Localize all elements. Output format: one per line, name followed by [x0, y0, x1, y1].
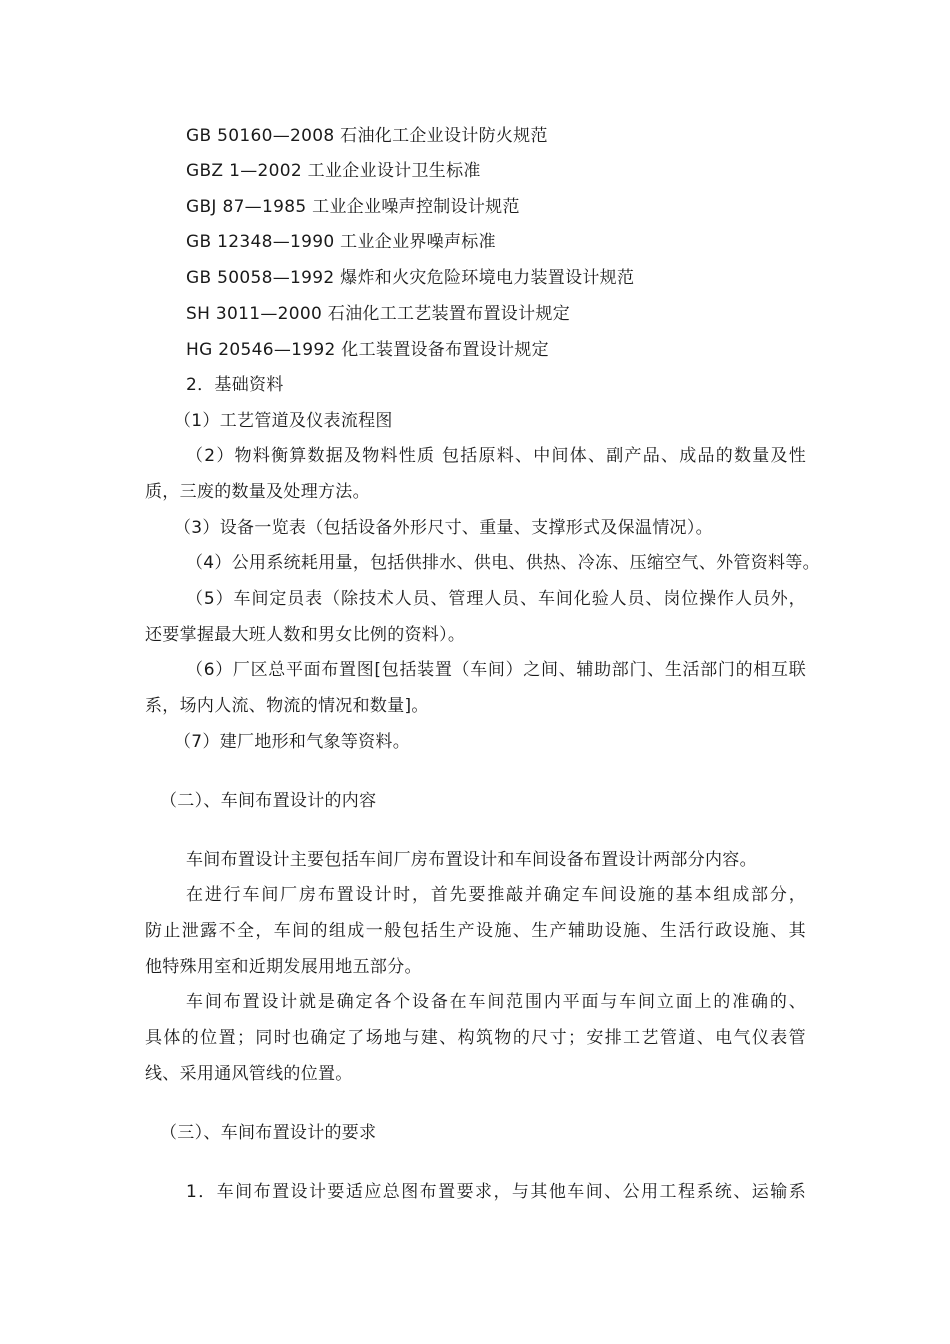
- section-heading: （二）、车间布置设计的内容: [160, 791, 377, 811]
- basic-data-item-2: （2）物料衡算数据及物料性质 包括原料、中间体、副产品、成品的数量及性: [186, 446, 806, 466]
- paragraph: 车间布置设计主要包括车间厂房布置设计和车间设备布置设计两部分内容。: [186, 850, 757, 870]
- basic-data-item-3: （3）设备一览表（包括设备外形尺寸、重量、支撑形式及保温情况）。: [174, 518, 713, 538]
- paragraph-cont: 他特殊用室和近期发展用地五部分。: [145, 957, 422, 977]
- basic-data-item-5-cont: 还要掌握最大班人数和男女比例的资料）。: [145, 625, 466, 645]
- paragraph: 车间布置设计就是确定各个设备在车间范围内平面与车间立面上的准确的、: [186, 992, 806, 1012]
- paragraph: 在进行车间厂房布置设计时，首先要推敲并确定车间设施的基本组成部分，: [186, 885, 806, 905]
- standard-item: GB 12348—1990 工业企业界噪声标准: [186, 232, 496, 252]
- standard-item: GBZ 1—2002 工业企业设计卫生标准: [186, 161, 481, 181]
- basic-data-item-6: （6）厂区总平面布置图[包括装置（车间）之间、辅助部门、生活部门的相互联: [186, 660, 806, 680]
- basic-data-item-6-cont: 系，场内人流、物流的情况和数量]。: [145, 696, 429, 716]
- paragraph-cont: 防止泄露不全，车间的组成一般包括生产设施、生产辅助设施、生活行政设施、其: [145, 921, 806, 941]
- basic-data-item-7: （7）建厂地形和气象等资料。: [174, 732, 411, 752]
- standard-item: GBJ 87—1985 工业企业噪声控制设计规范: [186, 197, 520, 217]
- paragraph: 1．车间布置设计要适应总图布置要求，与其他车间、公用工程系统、运输系: [186, 1182, 806, 1202]
- paragraph-cont: 线、采用通风管线的位置。: [145, 1064, 353, 1084]
- basic-data-item-2-cont: 质，三废的数量及处理方法。: [145, 482, 370, 502]
- standard-item: SH 3011—2000 石油化工工艺装置布置设计规定: [186, 304, 571, 324]
- basic-data-item-4: （4）公用系统耗用量，包括供排水、供电、供热、冷冻、压缩空气、外管资料等。: [186, 553, 820, 573]
- standard-item: GB 50160—2008 石油化工企业设计防火规范: [186, 126, 548, 146]
- basic-data-item-5: （5）车间定员表（除技术人员、管理人员、车间化验人员、岗位操作人员外，: [186, 589, 806, 609]
- standard-item: GB 50058—1992 爆炸和火灾危险环境电力装置设计规范: [186, 268, 635, 288]
- section-heading: （三）、车间布置设计的要求: [160, 1123, 377, 1143]
- standard-item: HG 20546—1992 化工装置设备布置设计规定: [186, 340, 549, 360]
- basic-data-item-1: （1）工艺管道及仪表流程图: [174, 411, 393, 431]
- basic-data-heading: 2．基础资料: [186, 375, 284, 395]
- paragraph-cont: 具体的位置；同时也确定了场地与建、构筑物的尺寸；安排工艺管道、电气仪表管: [145, 1028, 806, 1048]
